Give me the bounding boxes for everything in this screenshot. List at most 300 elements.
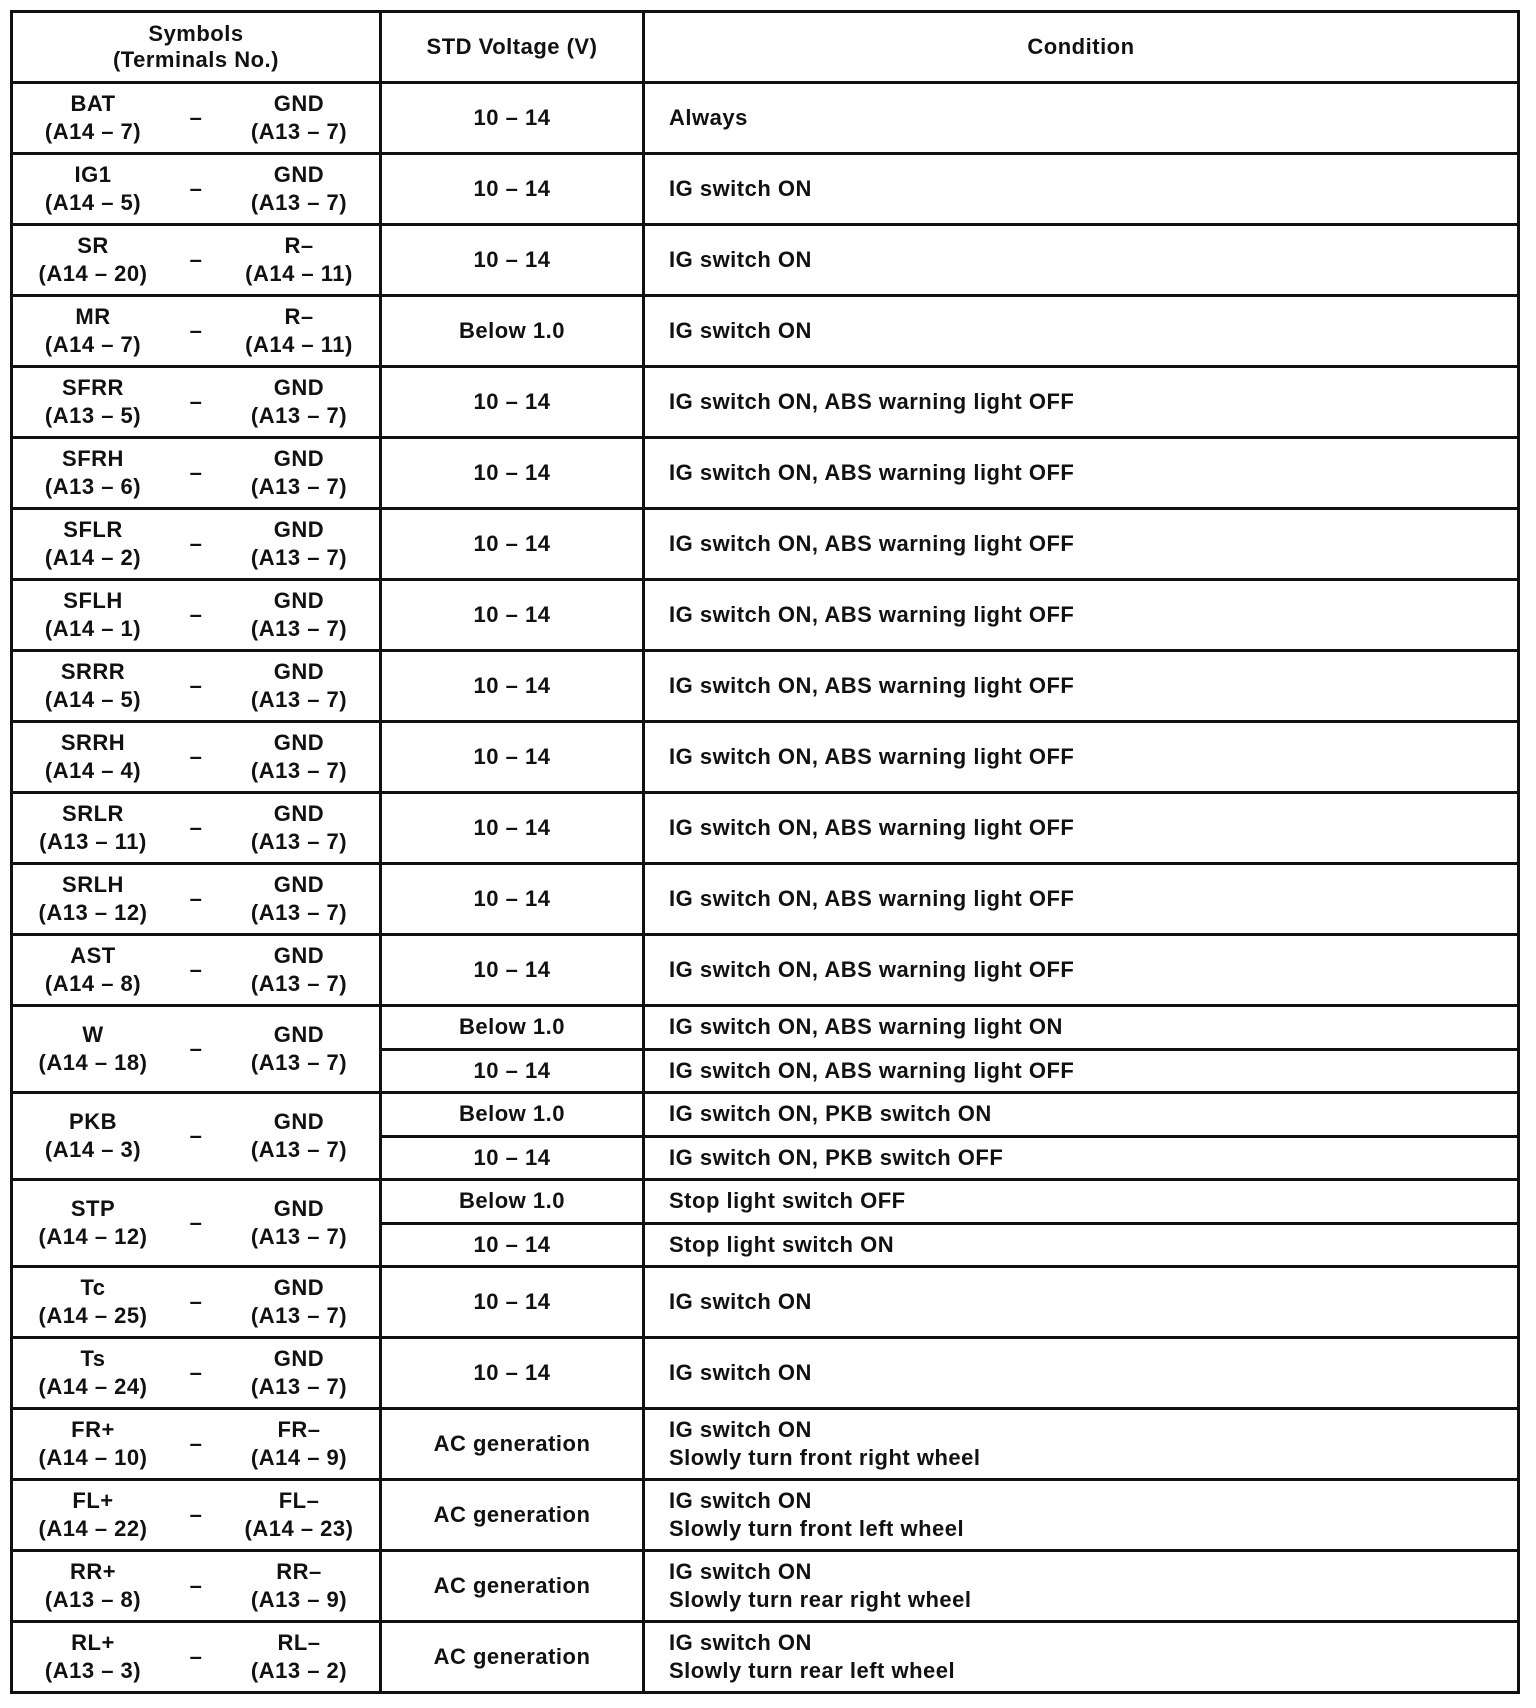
condition-cell [644,722,1519,793]
symbol-cell [12,367,381,438]
voltage-cell: 10 – 14 [381,438,644,509]
condition-line: IG switch ON, ABS warning light OFF [669,957,1075,982]
table-row [12,1551,1519,1622]
condition-cell [644,1049,1519,1093]
terminal-left [23,516,163,572]
header-symbols-line2: (Terminals No.) [112,47,279,72]
terminal-separator: – [189,176,203,201]
condition-cell [644,438,1519,509]
condition-line: Stop light switch ON [669,1231,895,1257]
symbol-pair [13,942,379,998]
terminal-right-number: (A13 – 7) [250,1224,348,1249]
terminal-left-number: (A14 – 1) [44,616,142,641]
terminal-right [229,303,369,359]
voltage-cell: 10 – 14 [381,651,644,722]
condition-cell [644,225,1519,296]
terminal-right-symbol: GND [273,375,325,400]
terminal-right [229,1021,369,1077]
terminal-right [229,1629,369,1685]
terminal-left-symbol: BAT [70,91,116,116]
terminal-right-symbol: GND [273,1109,325,1134]
terminal-left [23,1416,163,1472]
table-header-row [12,12,1519,83]
terminal-right-symbol: GND [273,1275,325,1300]
condition-cell [644,296,1519,367]
condition-line: IG switch ON, ABS warning light OFF [669,673,1075,698]
symbol-cell [12,1480,381,1551]
terminal-right-number: (A14 – 23) [244,1516,354,1541]
terminal-left [23,587,163,643]
terminal-left [23,1558,163,1614]
table-row [12,580,1519,651]
terminal-left-symbol: MR [75,304,111,329]
terminal-right [229,1274,369,1330]
symbol-pair [13,90,379,146]
symbol-cell [12,1267,381,1338]
terminal-right [229,90,369,146]
condition-line: Slowly turn front left wheel [669,1516,965,1541]
terminal-right-symbol: RL– [277,1630,321,1655]
table-row [12,864,1519,935]
terminal-left [23,942,163,998]
terminal-left [23,232,163,288]
voltage-cell: 10 – 14 [381,509,644,580]
terminal-left-symbol: FR+ [71,1417,115,1442]
table-row [12,651,1519,722]
terminal-left-number: (A14 – 25) [38,1303,148,1328]
symbol-cell [12,935,381,1006]
terminal-left-number: (A13 – 5) [44,403,142,428]
terminal-left-number: (A13 – 12) [38,900,148,925]
terminal-left-symbol: SFLH [63,588,123,613]
terminal-right-symbol: FL– [278,1488,320,1513]
terminal-right-symbol: GND [273,1022,325,1047]
terminal-right-number: (A13 – 7) [250,1303,348,1328]
voltage-cell: Below 1.0 [381,296,644,367]
voltage-cell: 10 – 14 [381,580,644,651]
condition-cell [644,1223,1519,1267]
symbol-pair [13,587,379,643]
terminal-right [229,800,369,856]
terminal-right-symbol: R– [284,233,314,258]
symbol-pair [13,1487,379,1543]
terminal-right [229,516,369,572]
symbol-cell [12,1551,381,1622]
symbol-cell [12,793,381,864]
terminal-separator: – [189,1431,203,1456]
voltage-cell: 10 – 14 [381,225,644,296]
condition-line: IG switch ON, ABS warning light OFF [669,1057,1075,1083]
terminal-left-number: (A14 – 4) [44,758,142,783]
symbol-cell [12,509,381,580]
terminal-right-symbol: GND [273,1346,325,1371]
header-symbols-line1: Symbols [148,21,244,46]
condition-cell [644,83,1519,154]
terminal-left-symbol: SRLR [62,801,124,826]
voltage-cell: 10 – 14 [381,1338,644,1409]
symbol-pair [13,1558,379,1614]
symbol-cell [12,1180,381,1267]
condition-cell [644,1006,1519,1050]
symbol-pair [13,445,379,501]
terminal-right [229,232,369,288]
header-voltage: STD Voltage (V) [381,12,644,83]
terminal-separator: – [189,602,203,627]
terminal-left-symbol: SFRH [62,446,124,471]
table-row [12,1093,1519,1137]
terminal-separator: – [189,744,203,769]
table-row [12,1267,1519,1338]
terminal-left-symbol: RR+ [69,1559,117,1584]
terminal-separator: – [189,1644,203,1669]
symbol-cell [12,1338,381,1409]
terminal-left [23,800,163,856]
terminal-right [229,1558,369,1614]
terminal-left-symbol: Ts [80,1346,106,1371]
symbol-pair [13,374,379,430]
condition-line: IG switch ON, ABS warning light OFF [669,531,1075,556]
condition-cell [644,651,1519,722]
terminal-left [23,1629,163,1685]
terminal-right-number: (A13 – 7) [250,1050,348,1075]
condition-line: IG switch ON, ABS warning light OFF [669,886,1075,911]
terminal-right-number: (A13 – 7) [250,900,348,925]
terminal-separator: – [189,389,203,414]
terminal-left-symbol: SRRR [60,659,126,684]
voltage-cell: Below 1.0 [381,1006,644,1050]
condition-cell [644,793,1519,864]
terminal-right-number: (A14 – 11) [245,261,353,286]
table-row [12,1338,1519,1409]
terminal-left-number: (A13 – 8) [44,1587,142,1612]
terminal-left [23,1345,163,1401]
terminal-left [23,90,163,146]
terminal-left-number: (A14 – 3) [44,1137,142,1162]
terminal-separator: – [189,1573,203,1598]
condition-line: IG switch ON, PKB switch OFF [669,1144,1004,1170]
table-row [12,438,1519,509]
condition-line: IG switch ON [669,176,812,201]
terminal-separator: – [189,247,203,272]
condition-line: IG switch ON [669,1559,812,1584]
terminal-left [23,1274,163,1330]
table-row [12,1622,1519,1693]
terminal-left-symbol: SRRH [60,730,126,755]
condition-cell [644,1267,1519,1338]
terminal-left [23,1195,163,1251]
condition-cell [644,1409,1519,1480]
terminal-left-symbol: SRLH [62,872,124,897]
symbol-pair [13,871,379,927]
condition-line: IG switch ON, ABS warning light OFF [669,389,1075,414]
terminal-separator: – [189,1123,203,1148]
symbol-pair [13,800,379,856]
terminal-right [229,1195,369,1251]
terminal-left-number: (A14 – 7) [44,119,142,144]
symbol-pair [13,1108,379,1164]
symbol-cell [12,580,381,651]
header-condition: Condition [644,12,1519,83]
symbol-pair [13,1345,379,1401]
terminal-left-number: (A14 – 5) [44,190,142,215]
terminal-left-symbol: AST [70,943,116,968]
voltage-cell: 10 – 14 [381,154,644,225]
terminal-left-symbol: FL+ [72,1488,114,1513]
symbol-pair [13,1195,379,1251]
condition-cell [644,367,1519,438]
terminal-left [23,303,163,359]
terminal-left-symbol: SFRR [62,375,124,400]
terminal-left [23,1021,163,1077]
condition-cell [644,1180,1519,1224]
terminal-right [229,374,369,430]
terminal-right-number: (A13 – 7) [250,616,348,641]
terminal-right [229,871,369,927]
condition-line: IG switch ON [669,1488,812,1513]
condition-line: Slowly turn rear right wheel [669,1587,972,1612]
symbol-pair [13,1021,379,1077]
condition-line: Stop light switch OFF [669,1188,906,1214]
voltage-cell: AC generation [381,1622,644,1693]
terminal-right-number: (A13 – 7) [250,829,348,854]
terminal-left [23,1108,163,1164]
condition-cell [644,509,1519,580]
symbol-cell [12,651,381,722]
condition-line: IG switch ON, ABS warning light OFF [669,815,1075,840]
symbol-cell [12,83,381,154]
terminal-separator: – [189,957,203,982]
terminal-right-number: (A13 – 7) [250,474,348,499]
terminal-left [23,374,163,430]
terminal-right-symbol: GND [273,588,325,613]
terminal-right-symbol: GND [273,801,325,826]
symbol-pair [13,303,379,359]
terminal-left-number: (A14 – 10) [38,1445,148,1470]
terminal-right [229,729,369,785]
table-row [12,296,1519,367]
terminal-right [229,1416,369,1472]
voltage-cell: 10 – 14 [381,1136,644,1180]
terminal-separator: – [189,886,203,911]
terminal-left-number: (A13 – 3) [44,1658,142,1683]
symbol-pair [13,658,379,714]
condition-cell [644,580,1519,651]
table-row [12,83,1519,154]
symbol-cell [12,296,381,367]
condition-line: IG switch ON [669,1289,812,1314]
voltage-cell: 10 – 14 [381,935,644,1006]
terminal-left-number: (A14 – 7) [44,332,142,357]
terminal-left-symbol: Tc [80,1275,106,1300]
voltage-cell: 10 – 14 [381,1049,644,1093]
voltage-cell: 10 – 14 [381,1267,644,1338]
symbol-cell [12,438,381,509]
terminal-left-number: (A13 – 6) [44,474,142,499]
voltage-cell: 10 – 14 [381,793,644,864]
condition-line: Slowly turn rear left wheel [669,1658,956,1683]
terminal-left-number: (A14 – 2) [44,545,142,570]
terminal-left [23,161,163,217]
table-row [12,935,1519,1006]
terminal-left-symbol: SR [77,233,109,258]
symbol-pair [13,729,379,785]
terminal-separator: – [189,815,203,840]
table-row [12,1409,1519,1480]
symbol-pair [13,1629,379,1685]
condition-cell [644,1338,1519,1409]
terminal-right-symbol: GND [273,162,325,187]
terminal-separator: – [189,1360,203,1385]
condition-line: Always [669,105,748,130]
terminal-right-number: (A13 – 7) [250,403,348,428]
terminal-right [229,658,369,714]
condition-line: IG switch ON, ABS warning light ON [669,1014,1063,1040]
symbol-cell [12,1093,381,1180]
terminal-right-number: (A13 – 7) [250,687,348,712]
voltage-cell: Below 1.0 [381,1093,644,1137]
voltage-cell: AC generation [381,1551,644,1622]
voltage-cell: 10 – 14 [381,83,644,154]
symbol-cell [12,722,381,793]
terminal-right-symbol: GND [273,446,325,471]
condition-cell [644,1093,1519,1137]
terminal-right [229,1108,369,1164]
terminal-right-number: (A13 – 9) [250,1587,348,1612]
terminal-left-symbol: RL+ [71,1630,115,1655]
terminal-left-symbol: W [82,1022,104,1047]
table-row [12,509,1519,580]
terminal-separator: – [189,1502,203,1527]
terminal-right [229,1487,369,1543]
terminal-right [229,445,369,501]
symbol-pair [13,516,379,572]
voltage-cell: 10 – 14 [381,864,644,935]
symbol-cell [12,1622,381,1693]
terminal-right-number: (A14 – 11) [245,332,353,357]
terminal-left-symbol: STP [70,1196,116,1221]
terminal-right-number: (A13 – 7) [250,119,348,144]
terminal-right-number: (A13 – 2) [250,1658,348,1683]
condition-line: IG switch ON, PKB switch ON [669,1101,992,1127]
table-row [12,367,1519,438]
terminal-right-number: (A13 – 7) [250,971,348,996]
table-row [12,793,1519,864]
symbol-cell [12,864,381,935]
voltage-spec-document [10,10,1520,1694]
terminal-right [229,587,369,643]
terminal-left-number: (A14 – 18) [38,1050,148,1075]
terminal-left-number: (A14 – 20) [38,261,148,286]
table-row [12,1006,1519,1050]
voltage-cell: AC generation [381,1480,644,1551]
terminal-right-number: (A13 – 7) [250,190,348,215]
terminal-voltage-table [10,10,1520,1694]
terminal-left-symbol: PKB [69,1109,117,1134]
condition-cell [644,1480,1519,1551]
terminal-separator: – [189,673,203,698]
terminal-right-symbol: R– [284,304,314,329]
symbol-cell [12,1006,381,1093]
terminal-right-symbol: GND [273,943,325,968]
condition-line: IG switch ON [669,1360,812,1385]
condition-cell [644,864,1519,935]
table-body [12,83,1519,1693]
terminal-right-number: (A13 – 7) [250,758,348,783]
terminal-left-number: (A14 – 8) [44,971,142,996]
symbol-pair [13,232,379,288]
terminal-left-number: (A14 – 22) [38,1516,148,1541]
terminal-right-symbol: GND [273,659,325,684]
terminal-separator: – [189,1036,203,1061]
condition-line: IG switch ON [669,318,812,343]
terminal-left-symbol: IG1 [74,162,112,187]
terminal-right-symbol: RR– [276,1559,322,1584]
symbol-pair [13,1274,379,1330]
symbol-cell [12,1409,381,1480]
terminal-right-number: (A13 – 7) [250,545,348,570]
voltage-cell: 10 – 14 [381,367,644,438]
voltage-cell: 10 – 14 [381,722,644,793]
terminal-separator: – [189,531,203,556]
terminal-right [229,942,369,998]
terminal-left-symbol: SFLR [63,517,123,542]
terminal-right-symbol: GND [273,872,325,897]
condition-line: IG switch ON, ABS warning light OFF [669,602,1075,627]
condition-line: IG switch ON [669,1417,812,1442]
terminal-left [23,658,163,714]
terminal-left [23,729,163,785]
terminal-left [23,445,163,501]
condition-cell [644,935,1519,1006]
table-row [12,1480,1519,1551]
condition-line: IG switch ON, ABS warning light OFF [669,460,1075,485]
condition-line: IG switch ON [669,247,812,272]
terminal-right-symbol: FR– [277,1417,321,1442]
terminal-separator: – [189,105,203,130]
terminal-left-number: (A14 – 12) [38,1224,148,1249]
condition-line: IG switch ON [669,1630,812,1655]
voltage-cell: 10 – 14 [381,1223,644,1267]
condition-cell [644,154,1519,225]
table-row [12,1180,1519,1224]
table-row [12,225,1519,296]
terminal-separator: – [189,1289,203,1314]
symbol-cell [12,154,381,225]
condition-line: Slowly turn front right wheel [669,1445,981,1470]
symbol-cell [12,225,381,296]
terminal-right [229,161,369,217]
terminal-right [229,1345,369,1401]
terminal-separator: – [189,460,203,485]
terminal-right-number: (A14 – 9) [250,1445,348,1470]
terminal-right-number: (A13 – 7) [250,1374,348,1399]
terminal-left [23,1487,163,1543]
header-symbols [12,12,381,83]
symbol-pair [13,161,379,217]
terminal-right-symbol: GND [273,91,325,116]
voltage-cell: Below 1.0 [381,1180,644,1224]
terminal-right-number: (A13 – 7) [250,1137,348,1162]
table-row [12,154,1519,225]
terminal-left [23,871,163,927]
terminal-right-symbol: GND [273,730,325,755]
table-row [12,722,1519,793]
terminal-right-symbol: GND [273,1196,325,1221]
condition-cell [644,1136,1519,1180]
terminal-left-number: (A13 – 11) [39,829,147,854]
condition-cell [644,1622,1519,1693]
terminal-left-number: (A14 – 5) [44,687,142,712]
